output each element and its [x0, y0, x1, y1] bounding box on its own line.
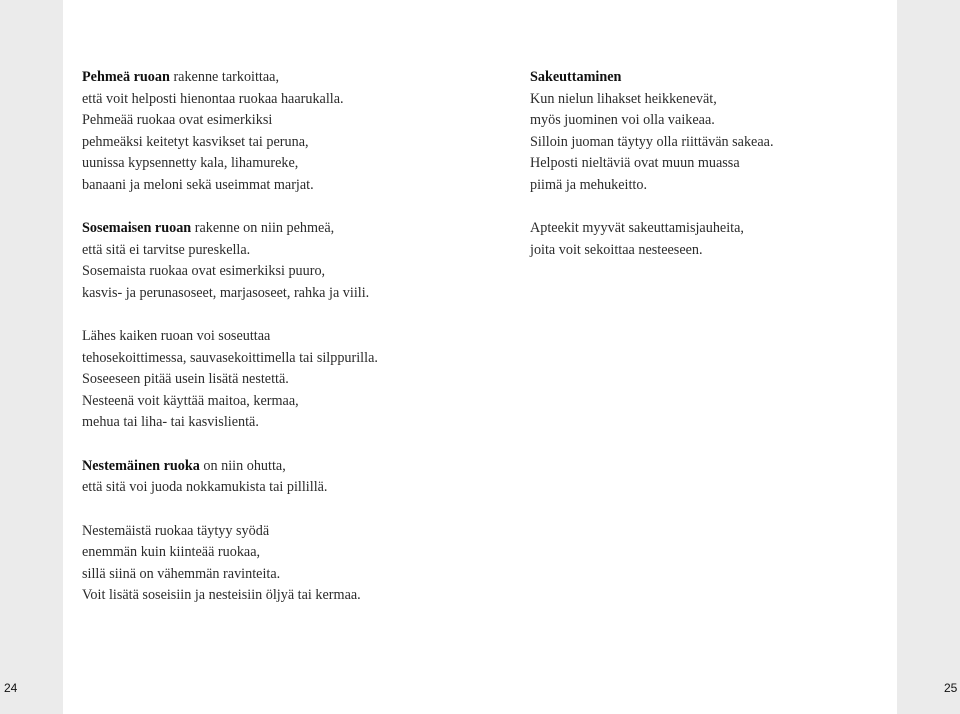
text-line: sillä siinä on vähemmän ravinteita.: [82, 565, 281, 582]
text-line: banaani ja meloni sekä useimmat marjat.: [82, 176, 314, 193]
page-number-left: 24: [4, 681, 18, 695]
text-run: rakenne tarkoittaa,: [169, 69, 279, 85]
text-line: pehmeäksi keitetyt kasvikset tai peruna,: [82, 133, 309, 150]
text-line: että voit helposti hienontaa ruokaa haarukalla.: [82, 90, 344, 107]
text-line: Apteekit myyvät sakeuttamisjauheita,: [530, 220, 744, 236]
text-line: piimä ja mehukeitto.: [530, 176, 648, 193]
paragraph-liquid-food: [82, 456, 482, 499]
term-pureed-food: Sosemaisen ruoan: [82, 220, 192, 236]
paragraph-pharmacies: [530, 218, 890, 261]
text-line: Soseeseen pitää usein lisätä nestettä.: [82, 371, 289, 387]
text-line: [82, 218, 482, 240]
text-line: tehosekoittimessa, sauvasekoittimella tai silppurilla.: [82, 349, 378, 366]
term-soft-food: Pehmeä ruoan: [82, 69, 170, 85]
text-line: [82, 456, 482, 478]
text-run: rakenne on niin pehmeä,: [191, 220, 335, 236]
paragraph-liquid-nutrition: [82, 521, 482, 607]
paragraph-thickening: [530, 67, 890, 196]
page-number-right: 25: [944, 681, 958, 695]
right-page-column: [530, 67, 890, 283]
text-line: [82, 67, 482, 89]
text-line: Nestemäistä ruokaa täytyy syödä: [82, 522, 270, 539]
text-line: Silloin juoman täytyy olla riittävän sakeaa.: [530, 133, 774, 150]
text-line: Voit lisätä soseisiin ja nesteisiin öljyä tai kermaa.: [82, 587, 361, 603]
text-line: Kun nielun lihakset heikkenevät,: [530, 90, 717, 107]
text-line: kasvis- ja perunasoseet, marjasoseet, rahka ja viili.: [82, 284, 370, 301]
text-line: mehua tai liha- tai kasvislientä.: [82, 414, 259, 430]
paragraph-soft-food: [82, 67, 482, 196]
text-line: Lähes kaiken ruoan voi soseuttaa: [82, 328, 271, 344]
text-line: että sitä voi juoda nokkamukista tai pillillä.: [82, 479, 328, 495]
text-line: Helposti nieltäviä ovat muun muassa: [530, 155, 740, 171]
text-line: että sitä ei tarvitse pureskella.: [82, 241, 251, 258]
text-line: Pehmeää ruokaa ovat esimerkiksi: [82, 112, 273, 128]
text-line: Sosemaista ruokaa ovat esimerkiksi puuro,: [82, 263, 326, 279]
text-line: uunissa kypsennetty kala, lihamureke,: [82, 155, 299, 171]
paragraph-pureed-food: [82, 218, 482, 304]
section-heading: Sakeuttaminen: [530, 69, 622, 85]
paragraph-pureeing: [82, 326, 482, 434]
term-liquid-food: Nestemäinen ruoka: [82, 457, 200, 474]
text-line: enemmän kuin kiinteää ruokaa,: [82, 544, 261, 560]
text-run: on niin ohutta,: [199, 457, 286, 474]
text-line: myös juominen voi olla vaikeaa.: [530, 112, 715, 128]
left-page-column: [82, 67, 482, 629]
text-line: Nesteenä voit käyttää maitoa, kermaa,: [82, 392, 299, 409]
text-line: joita voit sekoittaa nesteeseen.: [530, 241, 703, 258]
